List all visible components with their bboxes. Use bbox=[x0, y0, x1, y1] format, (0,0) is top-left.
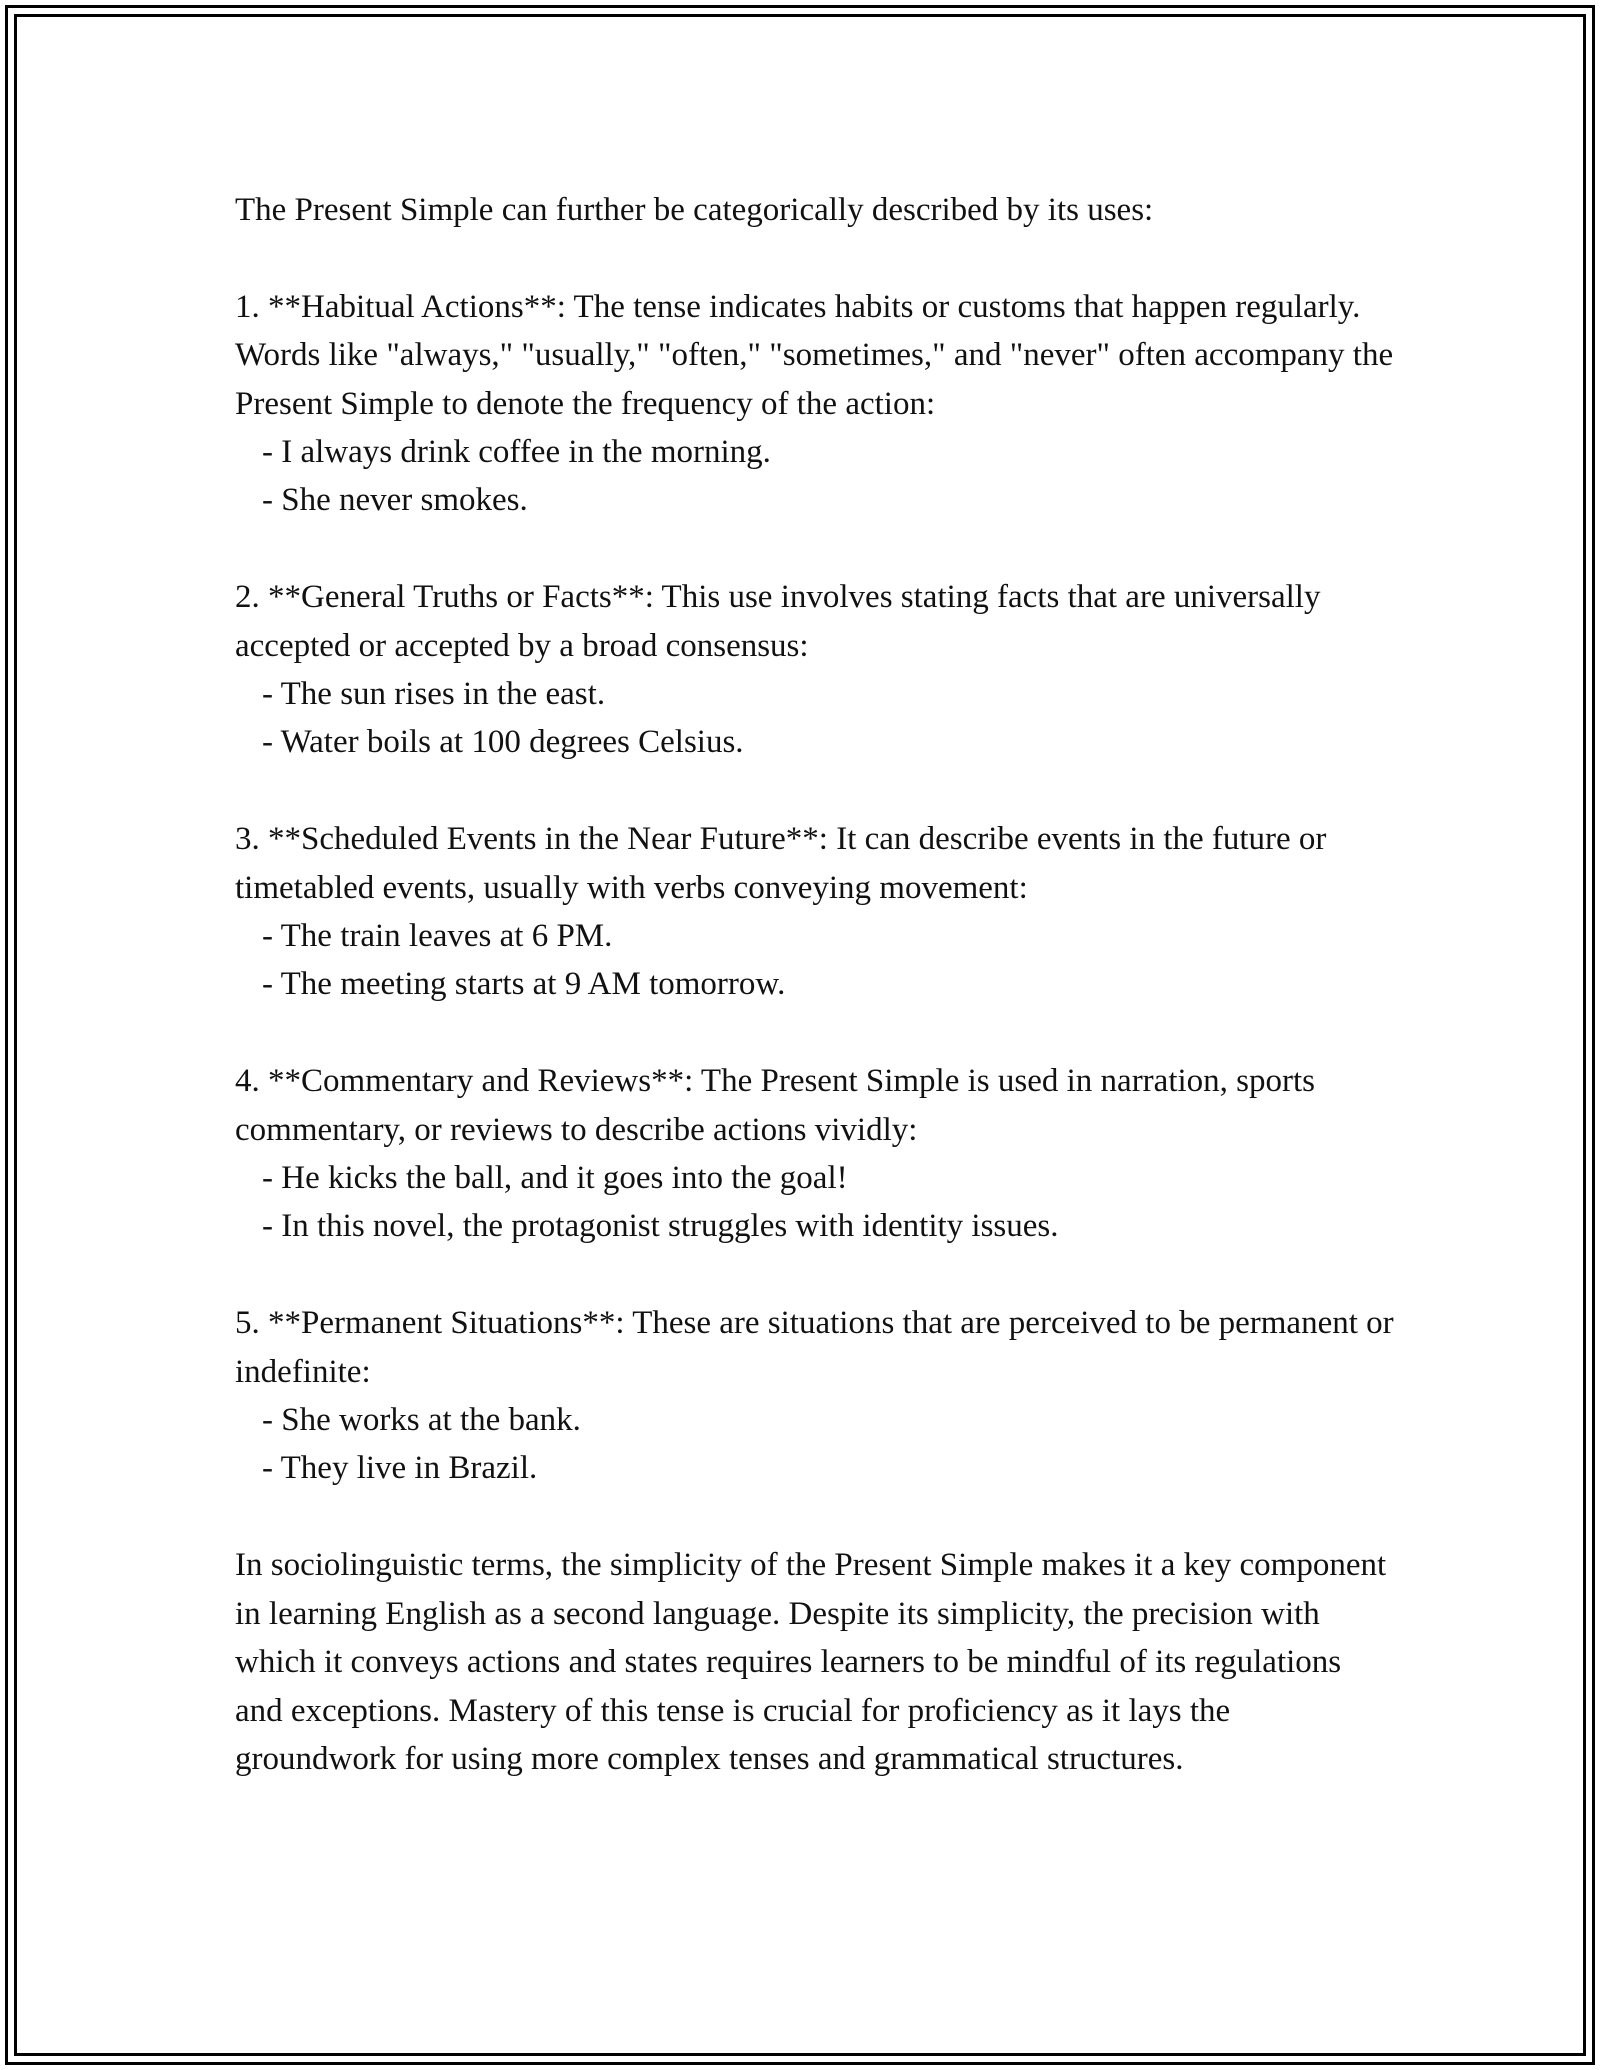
section-text: 5. **Permanent Situations**: These are situations that are perceived to be permanent or indefinite: bbox=[235, 1305, 1394, 1390]
example-item: - They live in Brazil. bbox=[262, 1450, 538, 1487]
section-scheduled-events bbox=[235, 815, 1395, 1009]
section-commentary-reviews bbox=[235, 1057, 1395, 1251]
example-item: - The meeting starts at 9 AM tomorrow. bbox=[262, 966, 786, 1003]
section-permanent-situations bbox=[235, 1299, 1395, 1493]
example-item: - He kicks the ball, and it goes into the goal! bbox=[262, 1160, 848, 1197]
example-item: - Water boils at 100 degrees Celsius. bbox=[262, 724, 744, 761]
conclusion-paragraph: In sociolinguistic terms, the simplicity of the Present Simple makes it a key component in learning English as a second language. Despite its simplicity, the precision with which it conveys actions and states requires learners to be mindful of its regulations and exceptions. Mastery of this tense is crucial for proficiency as it lays the groundwork for using more complex tenses and grammatical structures. bbox=[235, 1547, 1387, 1777]
section-general-truths bbox=[235, 573, 1395, 767]
section-text: 2. **General Truths or Facts**: This use involves stating facts that are universally accepted or accepted by a broad consensus: bbox=[235, 579, 1321, 664]
section-text: 1. **Habitual Actions**: The tense indicates habits or customs that happen regularly. Words like "always," "usually," "often," "sometimes," and "never" often accompany the Present Simple to denote the frequency of the action: bbox=[235, 288, 1394, 422]
section-text: 4. **Commentary and Reviews**: The Present Simple is used in narration, sports commentary, or reviews to describe actions vividly: bbox=[235, 1063, 1315, 1148]
example-item: - The train leaves at 6 PM. bbox=[262, 918, 613, 955]
spacer bbox=[235, 234, 1395, 282]
example-item: - She never smokes. bbox=[262, 482, 528, 519]
example-item: - In this novel, the protagonist struggles with identity issues. bbox=[262, 1208, 1059, 1245]
example-item: - The sun rises in the east. bbox=[262, 676, 606, 713]
spacer bbox=[235, 525, 1395, 573]
spacer bbox=[235, 1009, 1395, 1057]
example-item: - I always drink coffee in the morning. bbox=[262, 434, 771, 471]
section-text: 3. **Scheduled Events in the Near Future**: It can describe events in the future or timetabled events, usually with verbs conveying movement: bbox=[235, 821, 1327, 906]
example-item: - She works at the bank. bbox=[262, 1402, 581, 1439]
spacer bbox=[235, 1493, 1395, 1541]
intro-paragraph: The Present Simple can further be categorically described by its uses: bbox=[235, 192, 1154, 228]
document-body bbox=[235, 186, 1395, 1783]
spacer bbox=[235, 767, 1395, 815]
spacer bbox=[235, 1251, 1395, 1299]
section-habitual-actions bbox=[235, 283, 1395, 525]
